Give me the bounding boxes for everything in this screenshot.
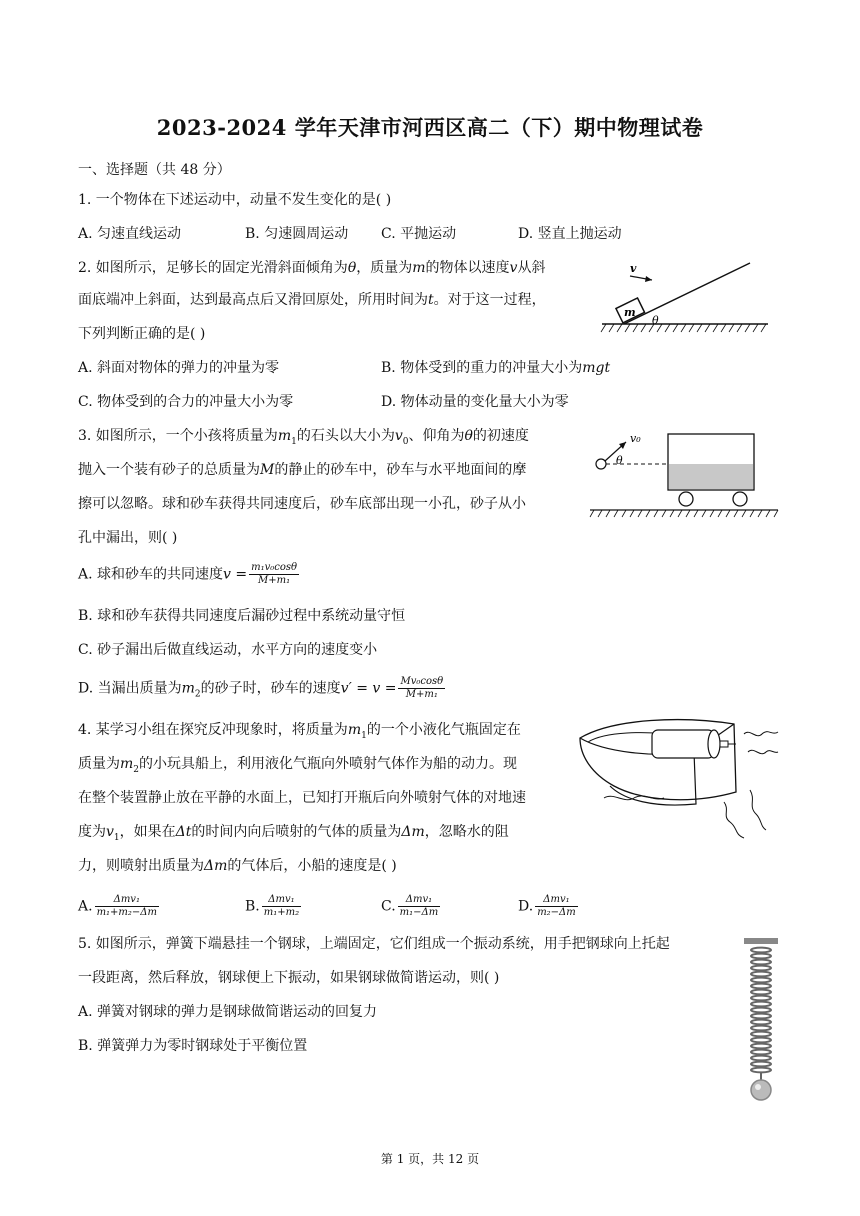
q2-stem-line1: 2. 如图所示，足够长的固定光滑斜面倾角为θ，质量为m的物体以速度v从斜 (78, 260, 546, 276)
q1-stem: 1. 一个物体在下述运动中，动量不发生变化的是( ) (78, 192, 392, 208)
q3-option-d[interactable]: D. 当漏出质量为$m_2$的砂子时，砂车的速度v′ = v = $\frac{\text{Mv₀cosθ}}{\text{M+m₁}}$ (78, 676, 444, 700)
q5-stem-line2: 一段距离，然后释放，钢球便上下振动，如果钢球做简谐运动，则( ) (78, 970, 500, 986)
q3-stem-line1: 3. 如图所示，一个小孩将质量为$m_1$的石头以大小为$v_0$、仰角为θ的初速度 (78, 428, 529, 447)
q3-fig-theta-label: θ (616, 454, 623, 467)
q1-option-c[interactable]: C. 平抛运动 (381, 226, 457, 242)
page-title: 2023-2024 学年天津市河西区高二（下）期中物理试卷 (156, 115, 704, 140)
q3-stem-line2: 抛入一个装有砂子的总质量为M的静止的砂车中，砂车与水平地面间的摩 (78, 462, 527, 478)
q3-option-a[interactable]: A. 球和砂车的共同速度v = $\frac{\text{m₁v₀cosθ}}{\text{M+m₁}}$ (78, 562, 298, 586)
q3-stem-line4: 孔中漏出，则( ) (78, 530, 178, 546)
q2-incline-figure (600, 258, 770, 336)
q2-stem-line3: 下列判断正确的是( ) (78, 326, 206, 342)
q1-option-d[interactable]: D. 竖直上抛运动 (518, 226, 622, 242)
q4-stem-line2: 质量为$m_2$的小玩具船上，利用液化气瓶向外喷射气体作为船的动力。现 (78, 756, 518, 775)
q2-option-d[interactable]: D. 物体动量的变化量大小为零 (381, 394, 569, 410)
q2-fig-mass-label: m (624, 306, 636, 319)
q5-stem-line1: 5. 如图所示，弹簧下端悬挂一个钢球，上端固定，它们组成一个振动系统，用手把钢球向上托起 (78, 936, 670, 952)
q2-fig-velocity-label: v (630, 262, 637, 275)
q4-option-b[interactable]: B. $\frac{\text{Δmv₁}}{\text{m₁+m₂}}$ (245, 894, 300, 918)
q4-toy-boat-figure (574, 712, 780, 842)
q3-option-b[interactable]: B. 球和砂车获得共同速度后漏砂过程中系统动量守恒 (78, 608, 406, 624)
q4-stem-line4: 度为$v_1$，如果在Δt的时间内向后喷射的气体的质量为Δm，忽略水的阻 (78, 824, 509, 843)
q4-option-a[interactable]: A. $\frac{\text{Δmv₁}}{\text{m₁+m₂−Δm}}$ (78, 894, 158, 918)
q2-option-c[interactable]: C. 物体受到的合力的冲量大小为零 (78, 394, 294, 410)
q3-sandcart-figure (588, 428, 780, 520)
q2-fig-theta-label: θ (652, 314, 659, 327)
q4-option-d[interactable]: D. $\frac{\text{Δmv₁}}{\text{m₂−Δm}}$ (518, 894, 576, 918)
section-heading: 一、选择题（共 48 分） (78, 162, 231, 178)
q5-option-a[interactable]: A. 弹簧对钢球的弹力是钢球做简谐运动的回复力 (78, 1004, 378, 1020)
q2-stem-line2: 面底端冲上斜面，达到最高点后又滑回原处，所用时间为t。对于这一过程， (78, 292, 546, 308)
page-footer: 第 1 页，共 12 页 (380, 1152, 480, 1166)
q3-option-c[interactable]: C. 砂子漏出后做直线运动，水平方向的速度变小 (78, 642, 378, 658)
q3-stem-line3: 擦可以忽略。球和砂车获得共同速度后，砂车底部出现一小孔，砂子从小 (78, 496, 526, 512)
q1-option-a[interactable]: A. 匀速直线运动 (78, 226, 182, 242)
q2-option-b[interactable]: B. 物体受到的重力的冲量大小为mgt (381, 360, 611, 376)
q3-fig-v0-label: v₀ (630, 432, 641, 445)
q2-option-a[interactable]: A. 斜面对物体的弹力的冲量为零 (78, 360, 280, 376)
q4-stem-line3: 在整个装置静止放在平静的水面上，已知打开瓶后向外喷射气体的对地速 (78, 790, 526, 806)
q4-stem-line1: 4. 某学习小组在探究反冲现象时，将质量为$m_1$的一个小液化气瓶固定在 (78, 722, 521, 741)
q1-option-b[interactable]: B. 匀速圆周运动 (245, 226, 349, 242)
q5-option-b[interactable]: B. 弹簧弹力为零时钢球处于平衡位置 (78, 1038, 308, 1054)
q5-spring-figure (738, 936, 784, 1106)
q4-stem-line5: 力，则喷射出质量为Δm的气体后，小船的速度是( ) (78, 858, 397, 874)
q4-option-c[interactable]: C. $\frac{\text{Δmv₁}}{\text{m₁−Δm}}$ (381, 894, 439, 918)
